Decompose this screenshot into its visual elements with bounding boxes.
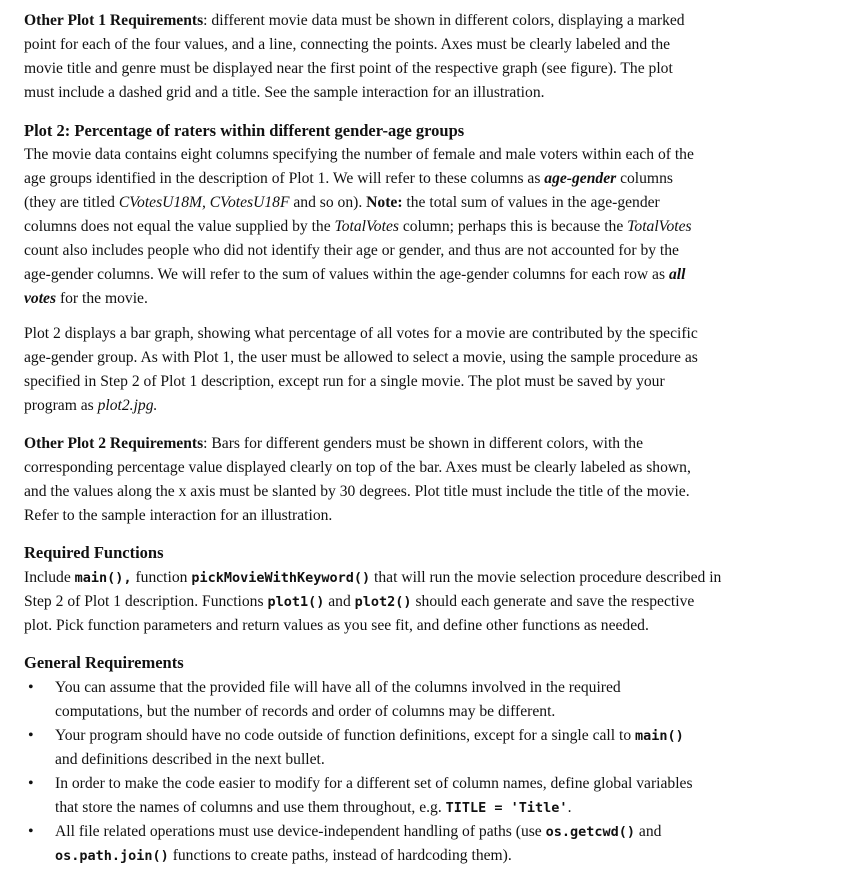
section-heading: Required Functions [24,543,164,562]
text-run: . [567,799,572,816]
text-line [24,9,854,33]
section-heading: General Requirements [24,653,184,672]
emphasis-text: Note: [366,194,403,211]
text-line [24,590,854,614]
text-line [24,287,854,311]
text-run: Your program should have no code outside of function definitions, except for a single call to [55,727,636,744]
text-line [24,456,854,480]
text-run: must include a dashed grid and a title. See the sample interaction for an illustration. [24,84,545,101]
text-line [24,81,854,105]
code-text: main() [635,728,684,744]
text-line [24,143,854,167]
plot2-requirements-paragraph [24,432,854,528]
text-line [24,239,854,263]
emphasis-text: plot2.jpg. [97,397,158,414]
text-line [24,370,854,394]
text-line [24,191,854,215]
text-line [24,215,854,239]
text-run: Refer to the sample interaction for an illustration. [24,507,333,524]
text-run: count also includes people who did not identify their age or gender, and thus are not accounted for by the [24,242,679,259]
text-run: function [131,569,192,586]
text-run: program as [24,397,98,414]
plot2-heading [24,119,854,143]
text-run: : different movie data must be shown in different colors, displaying a marked [203,12,685,29]
emphasis-text: Other Plot 1 Requirements [24,12,204,29]
text-run: age-gender group. As with Plot 1, the user must be allowed to select a movie, using the sample procedure as [24,349,698,366]
text-line [24,322,854,346]
emphasis-text: CVotesU18M, CVotesU18F [118,194,290,211]
text-line [55,676,854,700]
text-line [55,844,854,868]
emphasis-text: age-gender [544,170,617,187]
code-text: os.path.join() [55,848,169,864]
text-run: movie title and genre must be displayed near the first point of the respective graph (see figure). The plot [24,60,673,77]
text-line [24,480,854,504]
text-line [55,820,854,844]
text-run: and [324,593,355,610]
text-run: that store the names of columns and use them throughout, e.g. [55,799,446,816]
text-run: age groups identified in the description of Plot 1. We will refer to these columns as [24,170,545,187]
list-item [24,676,854,724]
text-line [55,748,854,772]
required-functions-paragraph [24,566,854,638]
text-line [24,394,854,418]
text-line [24,504,854,528]
text-run: specified in Step 2 of Plot 1 description, except run for a single movie. The plot must be saved by your [24,373,665,390]
text-line [24,33,854,57]
text-run: Plot 2 displays a bar graph, showing what percentage of all votes for a movie are contributed by the specific [24,325,698,342]
text-line [24,566,854,590]
plot2-bar-graph-paragraph [24,322,854,418]
code-text: os.getcwd() [545,824,636,840]
text-run: Step 2 of Plot 1 description. Functions [24,593,268,610]
text-line [24,167,854,191]
list-item [24,820,854,868]
text-run: the total sum of values in the age-gender [402,194,660,211]
code-text: TITLE = 'Title' [445,800,568,816]
code-text: pickMovieWithKeyword() [191,570,371,586]
emphasis-text: TotalVotes [627,218,692,235]
text-run: that will run the movie selection procedure described in [370,569,722,586]
list-item [24,772,854,820]
text-run: plot. Pick function parameters and return values as you see fit, and define other functions as needed. [24,617,649,634]
plot1-requirements-paragraph [24,9,854,105]
text-run: In order to make the code easier to modify for a different set of column names, define global variables [55,775,693,792]
text-run: age-gender columns. We will refer to the sum of values within the age-gender columns for each row as [24,266,669,283]
text-line [24,346,854,370]
text-line [24,263,854,287]
text-run: for the movie. [56,290,148,307]
list-item [24,724,854,772]
text-line [24,614,854,638]
text-run: functions to create paths, instead of hardcoding them). [168,847,512,864]
text-run: point for each of the four values, and a line, connecting the points. Axes must be clearly labeled and the [24,36,671,53]
required-functions-heading [24,541,854,565]
code-text: plot2() [354,594,412,610]
text-run: : Bars for different genders must be shown in different colors, with the [203,435,644,452]
text-run: and [635,823,662,840]
text-run: and definitions described in the next bullet. [55,751,325,768]
text-run: You can assume that the provided file will have all of the columns involved in the required [55,679,621,696]
text-run: column; perhaps this is because the [398,218,628,235]
text-run: columns does not equal the value supplied by the [24,218,335,235]
text-run: The movie data contains eight columns specifying the number of female and male voters within each of the [24,146,694,163]
plot2-description-paragraph [24,143,854,311]
emphasis-text: Other Plot 2 Requirements [24,435,204,452]
text-line [24,432,854,456]
emphasis-text: votes [24,290,57,307]
text-run: (they are titled [24,194,119,211]
text-run: and so on). [289,194,367,211]
text-line [55,724,854,748]
code-text: main(), [74,570,132,586]
text-run: should each generate and save the respective [411,593,695,610]
emphasis-text: all [668,266,686,283]
emphasis-text: TotalVotes [334,218,399,235]
text-line [55,700,854,724]
text-run: Include [24,569,75,586]
text-line [55,772,854,796]
text-line [55,796,854,820]
code-text: plot1() [267,594,325,610]
text-run: computations, but the number of records and order of columns may be different. [55,703,556,720]
text-line [24,57,854,81]
general-requirements-heading [24,651,854,675]
section-heading: Plot 2: Percentage of raters within different gender-age groups [24,121,465,140]
general-requirements-list [24,676,854,868]
text-run: and the values along the x axis must be slanted by 30 degrees. Plot title must include the title of the movie. [24,483,690,500]
text-run: All file related operations must use device-independent handling of paths (use [55,823,546,840]
text-run: columns [616,170,673,187]
text-run: corresponding percentage value displayed clearly on top of the bar. Axes must be clearly labeled as shown, [24,459,691,476]
